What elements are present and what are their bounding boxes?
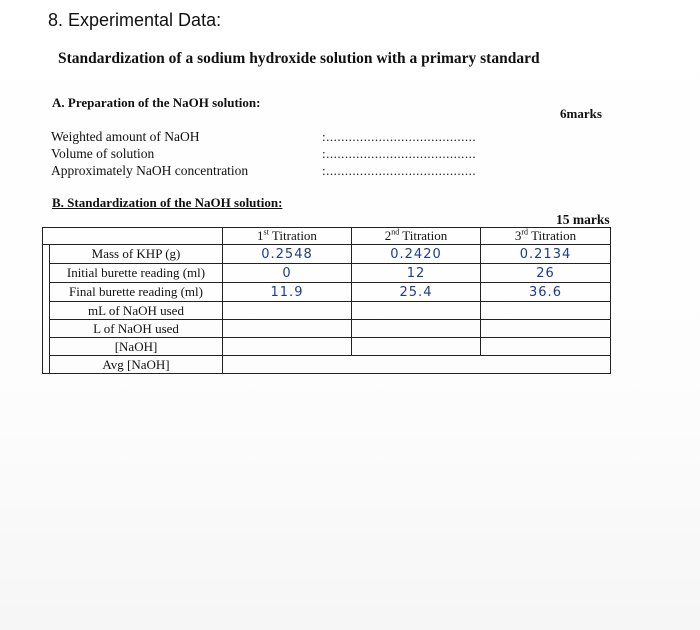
table-row	[43, 302, 611, 320]
row-label-avg-naoh: Avg [NaOH]	[50, 356, 223, 374]
value-mass-khp-2: 0.2420	[352, 245, 481, 264]
section-b-title: B. Standardization of the NaOH solution:	[52, 195, 283, 210]
value-mass-khp-1: 0.2548	[223, 245, 352, 264]
table-row	[43, 245, 611, 264]
value-final-reading-2: 25.4	[352, 283, 481, 302]
table-row	[43, 320, 611, 338]
section-a-marks: 6marks	[560, 106, 602, 121]
table-row	[43, 356, 611, 374]
value-initial-reading-2: 12	[352, 264, 481, 283]
row-label-initial-reading: Initial burette reading (ml)	[50, 264, 223, 283]
value-mass-khp-3: 0.2134	[481, 245, 611, 264]
value-initial-reading-1: 0	[223, 264, 352, 283]
field-blank-weighted-amount: :........................................	[322, 129, 477, 144]
value-initial-reading-3: 26	[481, 264, 611, 283]
row-label-ml-naoh: mL of NaOH used	[50, 302, 223, 320]
field-blank-concentration: :........................................	[322, 163, 477, 178]
header-titration-3: 3rd Titration	[481, 228, 611, 245]
page-subheading: Standardization of a sodium hydroxide solution with a primary standard	[58, 50, 540, 67]
table-row	[43, 264, 611, 283]
field-label-weighted-amount: Weighted amount of NaOH	[51, 129, 200, 144]
value-l-naoh-2	[352, 320, 481, 338]
row-label-final-reading: Final burette reading (ml)	[50, 283, 223, 302]
table-left-margin	[43, 245, 50, 374]
table-row	[43, 338, 611, 356]
value-ml-naoh-3	[481, 302, 611, 320]
value-ml-naoh-2	[352, 302, 481, 320]
row-label-mass-khp: Mass of KHP (g)	[50, 245, 223, 264]
section-b-marks: 15 marks	[556, 212, 610, 227]
header-titration-1: 1st Titration	[223, 228, 352, 245]
value-final-reading-3: 36.6	[481, 283, 611, 302]
value-avg-naoh	[223, 356, 611, 374]
titration-table	[42, 227, 611, 374]
table-header-row	[43, 228, 611, 245]
value-naoh-concentration-3	[481, 338, 611, 356]
value-l-naoh-3	[481, 320, 611, 338]
section-heading: 8. Experimental Data:	[48, 10, 222, 30]
row-label-l-naoh: L of NaOH used	[50, 320, 223, 338]
section-a-title: A. Preparation of the NaOH solution:	[52, 95, 261, 110]
field-label-volume: Volume of solution	[51, 146, 155, 161]
value-l-naoh-1	[223, 320, 352, 338]
header-titration-2: 2nd Titration	[352, 228, 481, 245]
value-naoh-concentration-1	[223, 338, 352, 356]
field-blank-volume: :........................................	[322, 146, 477, 161]
table-row	[43, 283, 611, 302]
value-naoh-concentration-2	[352, 338, 481, 356]
field-label-concentration: Approximately NaOH concentration	[51, 163, 249, 178]
value-ml-naoh-1	[223, 302, 352, 320]
row-label-naoh-concentration: [NaOH]	[50, 338, 223, 356]
value-final-reading-1: 11.9	[223, 283, 352, 302]
table-header-empty	[43, 228, 223, 245]
